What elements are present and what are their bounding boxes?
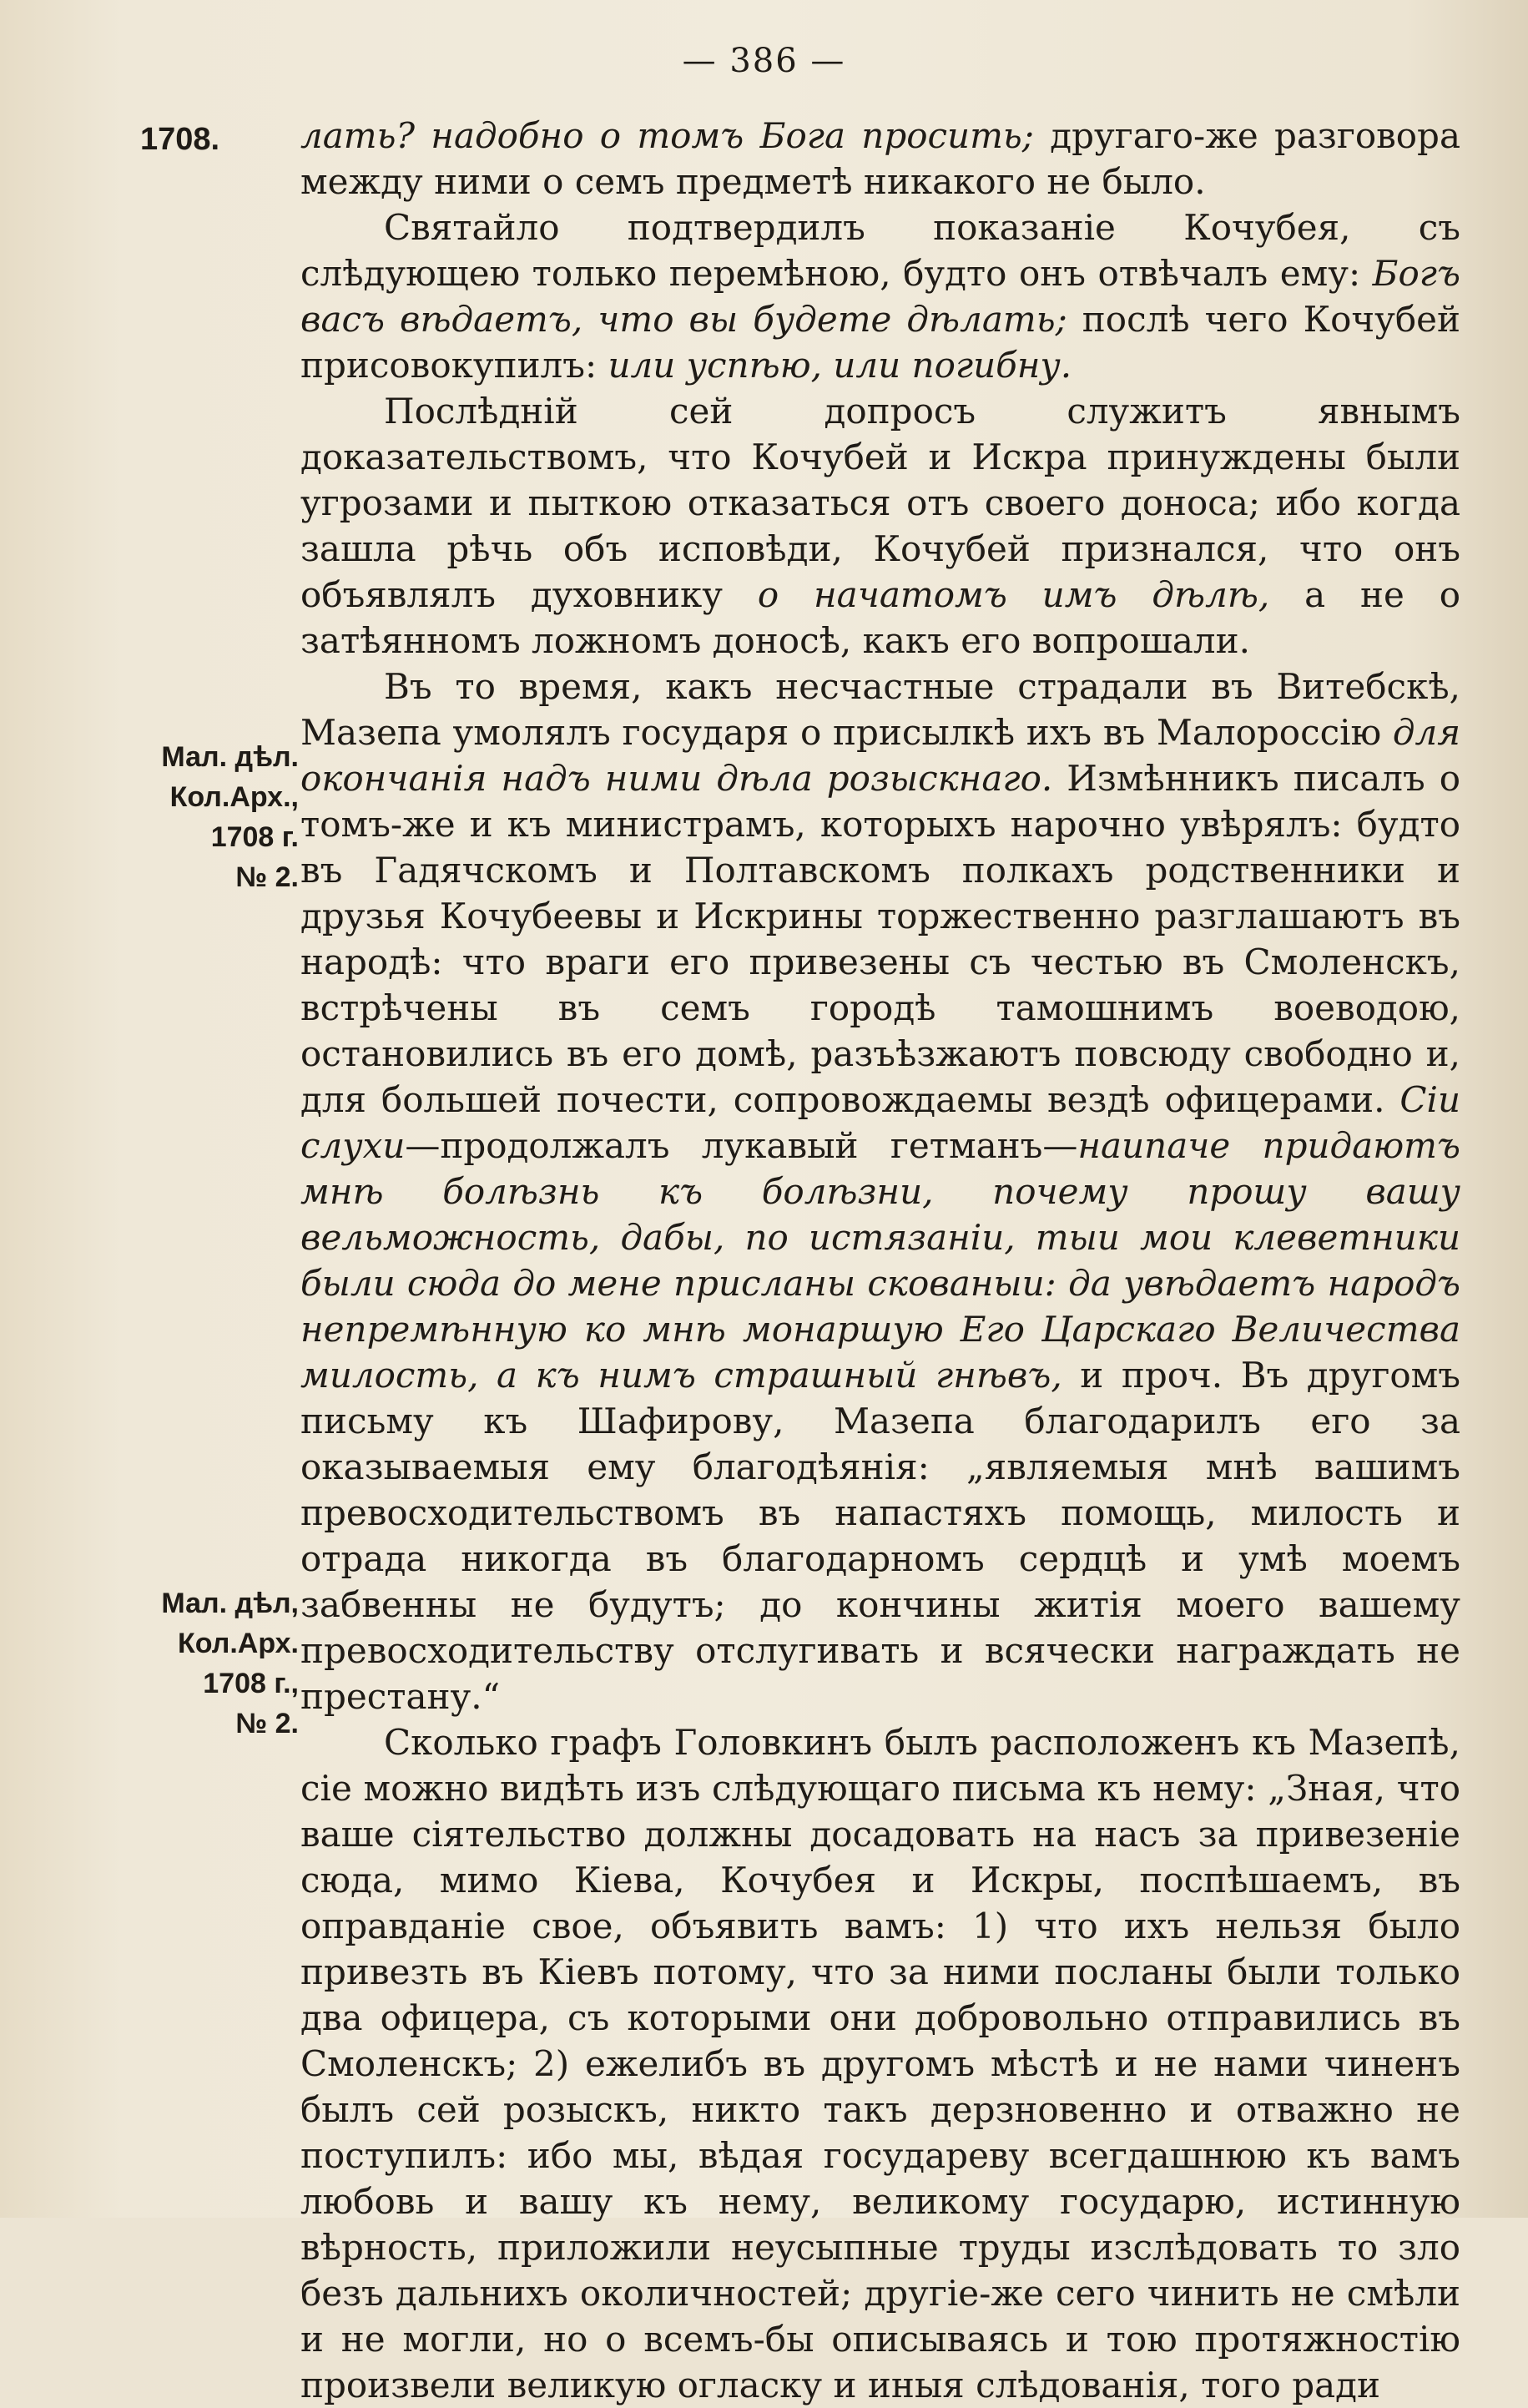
text-run: а не о затѣянномъ ложномъ доносѣ, какъ его вопрошали. <box>300 574 1460 661</box>
text-run: Измѣнникъ писалъ о томъ-же и къ министрамъ, которыхъ нарочно увѣрялъ: будто въ Гадячскомъ и Полтавскомъ полкахъ родственники и друзья Кочубеевы и Искрины торжественно разглашаютъ въ народѣ: что враги его привезены съ честью въ Смоленскъ, встрѣчены въ семъ городѣ тамошнимъ воеводою, остановились въ его домѣ, разъѣзжаютъ повсюду свободно и, для большей почести, сопровождаемы вездѣ офицерами. <box>300 758 1460 1120</box>
text-run: Послѣдній сей допросъ служитъ явнымъ доказательствомъ, что Кочубей и Искра принуждены были угрозами и пыткою отказаться отъ своего доноса; ибо когда зашла рѣчь объ исповѣди, Кочубей признался, что онъ объявлялъ духовнику <box>300 391 1460 615</box>
italic-text: наипаче придаютъ мнѣ болѣзнь къ болѣзни, почему прошу вашу вельможность, дабы, по истязаніи, тыи мои клеветники были сюда до мене присланы скованыи: да увѣдаетъ народъ непремѣнную ко мнѣ монаршую Его Царскаго Величества милость, а къ нимъ страшный гнѣвъ, <box>300 1125 1460 1396</box>
text-run: и проч. Въ другомъ письму къ Шафирову, Мазепа благодарилъ его за оказываемыя ему благодѣянія: „являемыя мнѣ вашимъ превосходительствомъ въ напастяхъ помощь, милость и отрада никогда въ благодарномъ сердцѣ и умѣ моемъ забвенны не будутъ; до кончины житія моего вашему превосходительству отслугивать и всячески награждать не престану.“ <box>300 1355 1460 1717</box>
italic-text: Богъ васъ вѣдаетъ, что вы будете дѣлать; <box>300 253 1460 340</box>
paragraph <box>300 664 1460 1719</box>
italic-text: лать? надобно о томъ Бога просить; <box>300 115 1034 156</box>
body-text <box>300 113 1460 2408</box>
text-run: —продолжалъ лукавый гетманъ— <box>405 1125 1078 1166</box>
margin-note-2 <box>150 1583 299 1744</box>
text-run: Въ то время, какъ несчастные страдали въ Витебскѣ, Мазепа умолялъ государя о присылкѣ ихъ въ Малороссію <box>300 666 1460 753</box>
italic-text: о начатомъ имъ дѣлѣ, <box>757 574 1270 615</box>
margin-note-line: № 2. <box>235 1708 299 1739</box>
margin-year: 1708. <box>140 122 220 157</box>
italic-text: для окончанія надъ ними дѣла розыскнаго. <box>300 712 1460 799</box>
paragraph <box>300 113 1460 204</box>
margin-note-line: Мал. дѣл. <box>161 741 299 773</box>
text-run: Сколько графъ Головкинъ былъ расположенъ къ Мазепѣ, сіе можно видѣть изъ слѣдующаго письма къ нему: „Зная, что ваше сіятельство должны досадовать на насъ за привезеніе сюда, мимо Кіева, Кочубея и Искры, поспѣшаемъ, въ оправданіе свое, объявить вамъ: 1) что ихъ нельзя было привезть въ Кіевъ потому, что за ними посланы были только два офицера, съ которыми они добровольно отправились въ Смоленскъ; 2) ежелибъ въ другомъ мѣстѣ и не нами чиненъ былъ сей розыскъ, никто такъ дерзновенно и отважно не поступилъ: ибо мы, вѣдая государеву всегдашнюю къ вамъ любовь и вашу къ нему, великому государю, истинную вѣрность, приложили неусыпные труды изслѣдовать то зло безъ дальнихъ околичностей; другіе-же сего чинить не смѣли и не могли, но о всемъ-бы описываясь и тою протяжностію произвели великую огласку и иныя слѣдованія, того ради <box>300 1722 1460 2405</box>
margin-note-line: Кол.Арх. <box>178 1628 299 1659</box>
paragraph <box>300 1719 1460 2408</box>
paragraph <box>300 388 1460 664</box>
italic-text: Сіи слухи <box>300 1079 1460 1166</box>
margin-note-line: 1708 г., <box>203 1668 299 1699</box>
margin-note-line: 1708 г. <box>210 821 299 853</box>
italic-text: или успѣю, или погибну. <box>608 345 1072 386</box>
text-run: другаго-же разговора между ними о семъ предметѣ никакого не было. <box>300 115 1460 202</box>
margin-note-line: № 2. <box>235 861 299 893</box>
paragraph <box>300 204 1460 388</box>
margin-note-1 <box>150 737 299 897</box>
margin-note-line: Кол.Арх., <box>169 781 299 813</box>
margin-note-line: Мал. дѣл, <box>161 1588 299 1619</box>
page-number: — 386 — <box>682 42 846 80</box>
text-run: Святайло подтвердилъ показаніе Кочубея, съ слѣдующею только перемѣною, будто онъ отвѣчалъ ему: <box>300 207 1460 294</box>
text-run: послѣ чего Кочубей присовокупилъ: <box>300 299 1460 386</box>
